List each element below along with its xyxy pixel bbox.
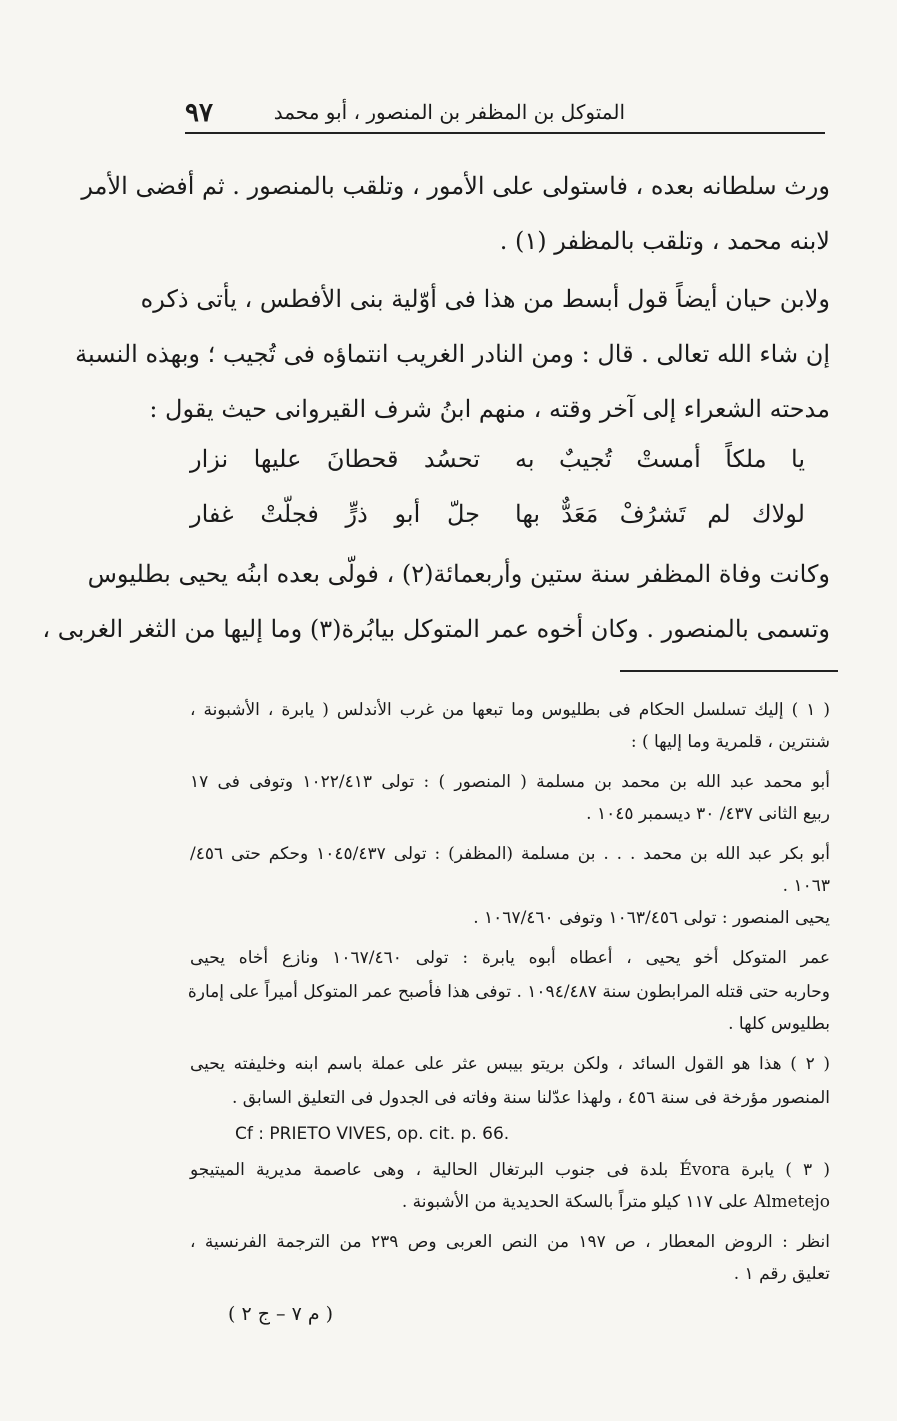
text-line: ولابن حيان أيضاً قول أبسط من هذا فى أوّلية بنى الأفطس ، يأتى ذكره: [140, 285, 830, 313]
footnote-line: تعليق رقم ١ .: [733, 1264, 830, 1284]
footnote-line: انظر : الروض المعطار ، ص ١٩٧ من النص العربى وص ٢٣٩ من الترجمة الفرنسية ،: [190, 1232, 830, 1252]
running-title: المتوكل بن المظفر بن المنصور ، أبو محمد: [273, 100, 625, 124]
bibliographic-reference: Cf : PRIETO VIVES, op. cit. p. 66.: [235, 1124, 510, 1144]
verse-first-hemistich: لولاك لم تَشرُفْ مَعَدٌّ بها: [515, 500, 805, 528]
footnote-line: يحيى المنصور : تولى ١٠٦٣/٤٥٦ وتوفى ١٠٦٧/٤٦٠ .: [473, 908, 830, 928]
footnote-line: المنصور مؤرخة فى سنة ٤٥٦ ، ولهذا عدّلنا سنة وفاته فى الجدول فى التعليق السابق .: [231, 1088, 830, 1108]
text-line: ورث سلطانه بعده ، فاستولى على الأمور ، وتلقب بالمنصور . ثم أفضى الأمر: [81, 172, 830, 200]
verse-first-hemistich: يا ملكاً أمستْ تُجيبٌ به: [515, 445, 805, 473]
text-line: وكانت وفاة المظفر سنة ستين وأربعمائة(٢) ، فولّى بعده ابنُه يحيى بطليوس: [87, 560, 830, 588]
verse-second-hemistich: تحسُد قحطانَ عليها نزار: [190, 445, 480, 473]
page-header: [185, 96, 825, 134]
footnote-line: Almetejo على ١١٧ كيلو متراً بالسكة الحديدية من الأشبونة .: [401, 1192, 830, 1212]
text-line: مدحته الشعراء إلى آخر وقته ، منهم ابنُ شرف القيروانى حيث يقول :: [149, 395, 830, 423]
footnote-line: أبو محمد عبد الله بن محمد بن مسلمة ( المنصور ) : تولى ١٠٢٢/٤١٣ وتوفى فى ١٧: [190, 772, 830, 792]
footnote-line: أبو بكر عبد الله بن محمد . . . بن مسلمة (المظفر) : تولى ١٠٤٥/٤٣٧ وحكم حتى ٤٥٦/: [190, 844, 830, 864]
footnote-line: ( ٣ ) يابرة Évora بلدة فى جنوب البرتغال الحالية ، وهى عاصمة مديرية الميتيجو: [190, 1160, 830, 1180]
footnote-line: وحاربه حتى قتله المرابطون سنة ١٠٩٤/٤٨٧ . توفى هذا فأصبح عمر المتوكل أميراً على إمارة: [187, 982, 830, 1002]
footnote-line: ( ١ ) إليك تسلسل الحكام فى بطليوس وما تبعها من غرب الأندلس ( يابرة ، الأشبونة ،: [190, 700, 830, 720]
text-line: لابنه محمد ، وتلقب بالمظفر (١) .: [499, 227, 830, 255]
footnote-line: شنترين ، قلمرية وما إليها ) :: [630, 732, 830, 752]
footnote-line: بطليوس كلها .: [728, 1014, 830, 1034]
text-line: إن شاء الله تعالى . قال : ومن النادر الغريب انتماؤه فى تُجيب ؛ وبهذه النسبة: [75, 340, 830, 368]
page-number: ٩٧: [185, 98, 213, 128]
footnote-line: عمر المتوكل أخو يحيى ، أعطاه أبوه يابرة : تولى ١٠٦٧/٤٦٠ ونازع أخاه يحيى: [190, 948, 830, 968]
footnote-line: ١٠٦٣ .: [782, 876, 830, 896]
verse-second-hemistich: جلّ أبو ذرٍّ فجلّتْ غفار: [190, 500, 480, 528]
text-line: وتسمى بالمنصور . وكان أخوه عمر المتوكل بيابُرة(٣) وما إليها من الثغر الغربى ،: [42, 615, 830, 643]
signature-mark: ( م ٧ – ج ٢ ): [228, 1303, 334, 1325]
footnote-separator: [620, 670, 838, 672]
footnote-line: ربيع الثانى ٤٣٧/ ٣٠ ديسمبر ١٠٤٥ .: [586, 804, 830, 824]
footnote-line: ( ٢ ) هذا هو القول السائد ، ولكن بريتو بيبس عثر على عملة باسم ابنه وخليفته يحيى: [190, 1054, 830, 1074]
